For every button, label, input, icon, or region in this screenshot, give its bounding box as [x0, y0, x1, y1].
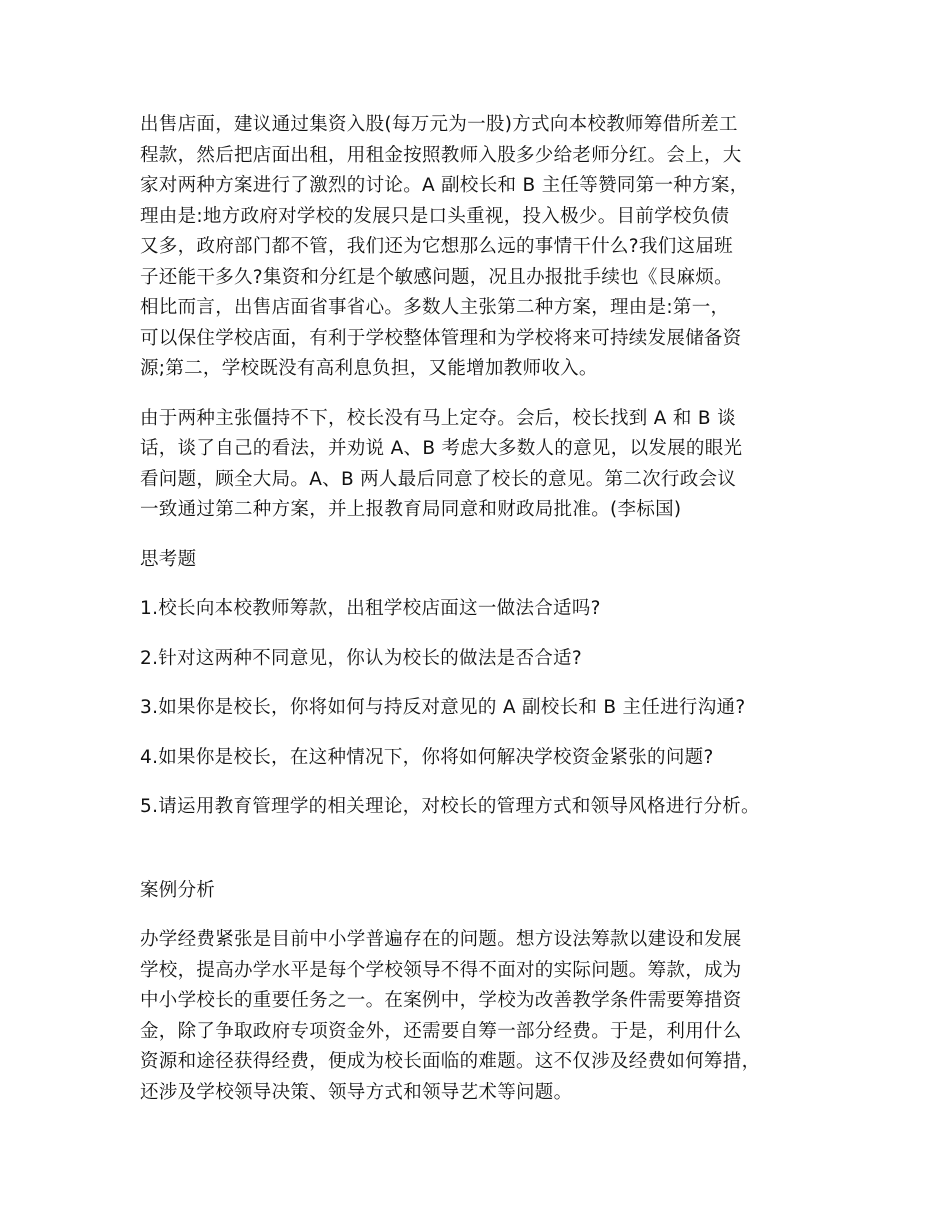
text-line: 又多，政府部门都不管，我们还为它想那么远的事情干什么?我们这届班: [140, 236, 733, 257]
paragraph-proposals: [140, 110, 830, 385]
question-item: 3.如果你是校长，你将如何与持反对意见的 A 副校长和 B 主任进行沟通?: [140, 697, 746, 718]
text-line: 一致通过第二种方案，并上报教育局同意和财政局批准。(李标国): [140, 499, 682, 520]
paragraph-analysis: [140, 925, 830, 1108]
text-line: 资源和途径获得经费，便成为校长面临的难题。这不仅涉及经费如何筹措，: [140, 1051, 761, 1072]
text-line: 源;第二，学校既没有高利息负担，又能增加教师收入。: [140, 358, 598, 379]
text-line: 相比而言，出售店面省事省心。多数人主张第二种方案，理由是:第一，: [140, 297, 730, 318]
text-line: 还涉及学校领导决策、领导方式和领导艺术等问题。: [140, 1081, 573, 1103]
text-line: 可以保住学校店面，有利于学校整体管理和为学校将来可持续发展储备资: [140, 327, 742, 349]
text-line: 程款，然后把店面出租，用租金按照教师入股多少给老师分红。会上，大: [140, 144, 742, 166]
text-line: 家对两种方案进行了激烈的讨论。A 副校长和 B 主任等赞同第一种方案，: [140, 175, 749, 196]
question-item: 2.针对这两种不同意见，你认为校长的做法是否合适?: [140, 647, 582, 669]
text-line: 子还能干多久?集资和分红是个敏感问题，况且办报批手续也《艮麻烦。: [140, 266, 733, 288]
questions-heading: 思考题: [140, 548, 197, 570]
question-item: 1.校长向本校教师筹款，出租学校店面这一做法合适吗?: [140, 598, 601, 619]
section-spacer: [140, 842, 830, 876]
text-line: 金，除了争取政府专项资金外，还需要自筹一部分经费。于是，利用什么: [140, 1020, 742, 1042]
text-line: 出售店面，建议通过集资入股(每万元为一股)方式向本校教师筹借所差工: [140, 114, 738, 135]
text-line: 理由是:地方政府对学校的发展只是口头重视，投入极少。目前学校负债: [140, 205, 730, 227]
question-item: 4.如果你是校长，在这种情况下，你将如何解决学校资金紧张的问题?: [140, 746, 714, 768]
text-line: 办学经费紧张是目前中小学普遍存在的问题。想方设法筹款以建设和发展: [140, 929, 742, 950]
paragraph-decision: [140, 404, 830, 526]
text-line: 中小学校长的重要任务之一。在案例中，学校为改善教学条件需要筹措资: [140, 990, 742, 1011]
text-line: 学校，提高办学水平是每个学校领导不得不面对的实际问题。筹款，成为: [140, 959, 742, 981]
question-item: 5.请运用教育管理学的相关理论，对校长的管理方式和领导风格进行分析。: [140, 796, 760, 817]
text-line: 看问题，顾全大局。A、B 两人最后同意了校长的意见。第二次行政会议: [140, 468, 737, 490]
document-page: [140, 110, 830, 1127]
text-line: 由于两种主张僵持不下，校长没有马上定夺。会后，校长找到 A 和 B 谈: [140, 407, 736, 429]
text-line: 话，谈了自己的看法，并劝说 A、B 考虑大多数人的意见，以发展的眼光: [140, 438, 743, 459]
analysis-heading: 案例分析: [140, 879, 216, 901]
